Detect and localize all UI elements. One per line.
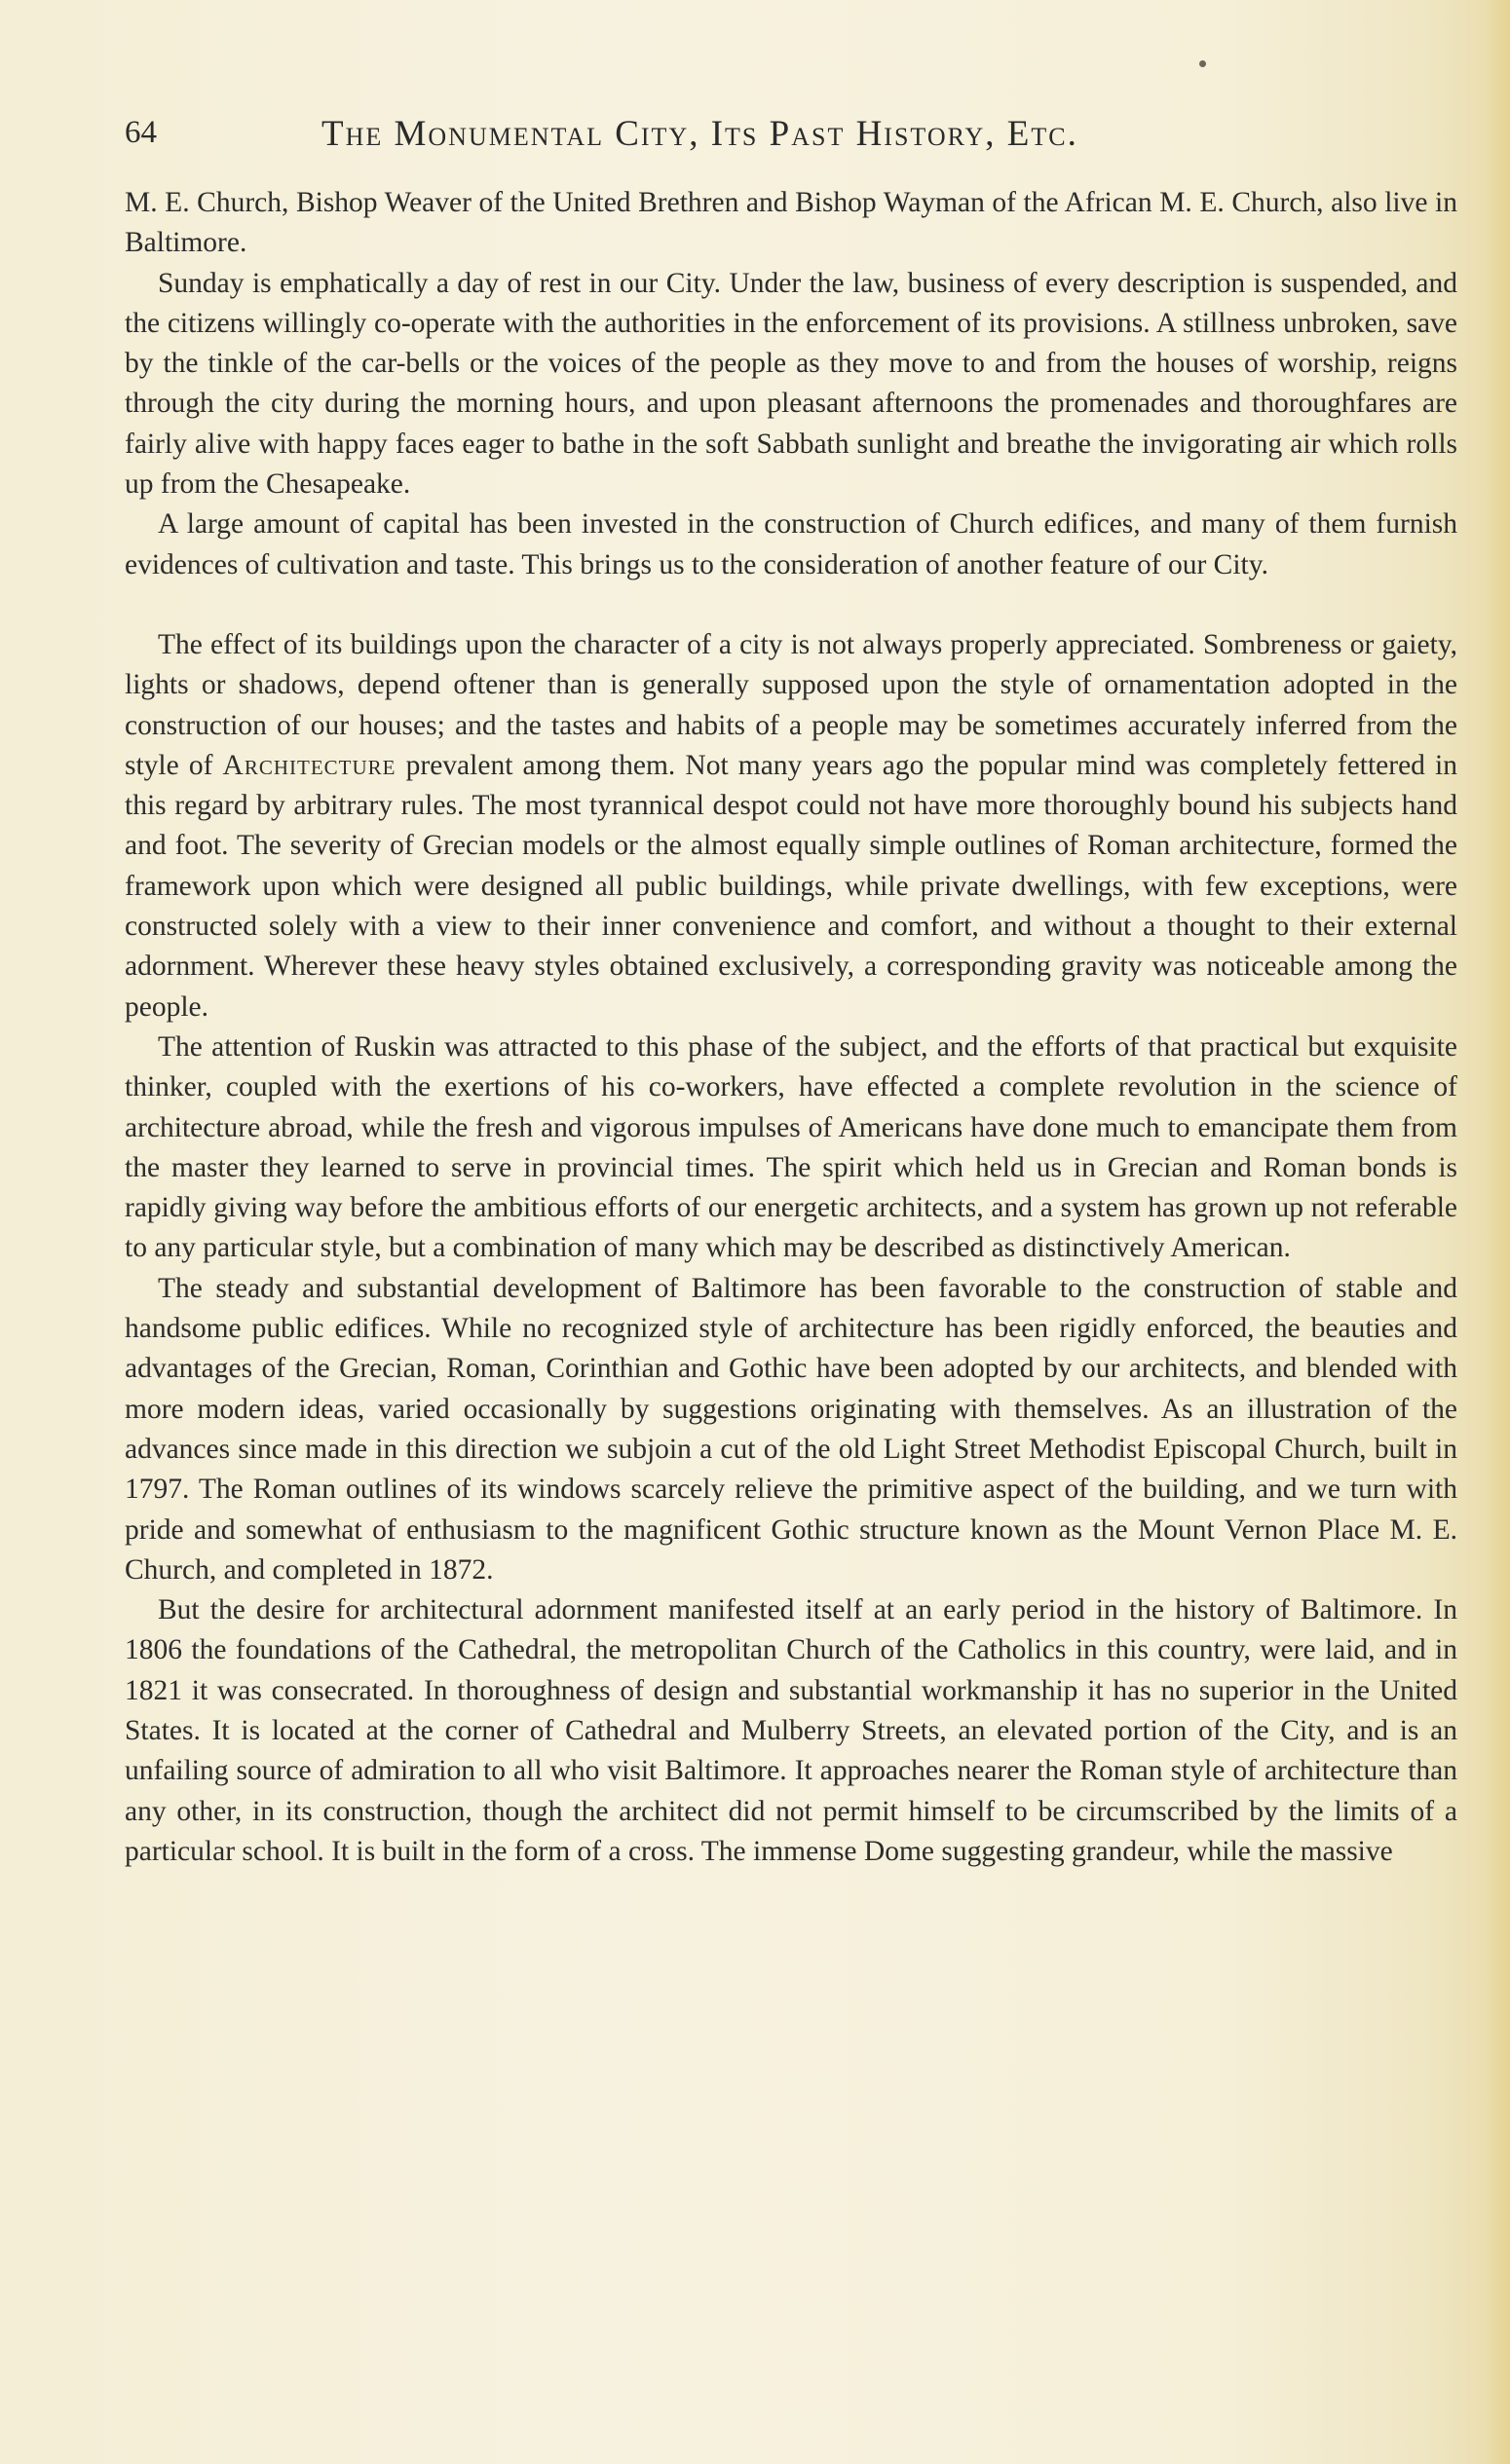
architecture-emphasis: Architecture bbox=[222, 749, 396, 781]
paragraph-continuation: M. E. Church, Bishop Weaver of the United Brethren and Bishop Wayman of the African M. E. Church, also live in Baltimore. bbox=[125, 187, 1457, 259]
page-edge-shading bbox=[1483, 0, 1510, 2464]
paragraph-ruskin: The attention of Ruskin was attracted to this phase of the subject, and the efforts of that practical but exquisite thinker, coupled with the exertions of his co-workers, have effected a complete revolution in the science of architecture abroad, while the fresh and vigorous impulses of Americans have done much to emancipate them from the master they learned to serve in provincial times. The spirit which held us in Grecian and Roman bonds is rapidly giving way before the ambitious efforts of our energetic architects, and a system has grown up not referable to any particular style, but a combination of many which may be described as distinctively American. bbox=[125, 1030, 1457, 1264]
page-header bbox=[125, 113, 1461, 162]
paragraph-development: The steady and substantial development of Baltimore has been favorable to the construction of stable and handsome public edifices. While no recognized style of architecture has been rigidly enforced, the beauties and advantages of the Grecian, Roman, Corinthian and Gothic have been adopted by our architects, and blended with more modern ideas, varied occasionally by suggestions originating with themselves. As an illustration of the advances since made in this direction we subjoin a cut of the old Light Street Methodist Episcopal Church, built in 1797. The Roman outlines of its windows scarcely relieve the primitive aspect of the building, and we turn with pride and somewhat of enthusiasm to the magnificent Gothic structure known as the Mount Vernon Place M. E. Church, and completed in 1872. bbox=[125, 1272, 1457, 1586]
body-text bbox=[125, 183, 1457, 1872]
running-title: The Monumental City, Its Past History, Etc. bbox=[321, 114, 1078, 154]
paragraph-cathedral: But the desire for architectural adornment manifested itself at an early period in the history of Baltimore. In 1806 the foundations of the Cathedral, the metropolitan Church of the Catholics in this country, were laid, and in 1821 it was consecrated. In thoroughness of design and substantial workmanship it has no superior in the United States. It is located at the corner of Cathedral and Mulberry Streets, an elevated portion of the City, and is an unfailing source of admiration to all who visit Baltimore. It approaches nearer the Roman style of architecture than any other, in its construction, though the architect did not permit himself to be circumscribed by the limits of a particular school. It is built in the form of a cross. The immense Dome suggesting grandeur, while the massive bbox=[125, 1594, 1457, 1867]
page-number: 64 bbox=[125, 115, 157, 150]
paragraph-capital: A large amount of capital has been invested in the construction of Church edifices, and many of them furnish evidences of cultivation and taste. This brings us to the consideration of another feature of our City. bbox=[125, 508, 1457, 580]
paragraph-buildings-before: The effect of its buildings upon the character of a city is not always properly appreciated. Sombreness or gaiety, lights or shadows, depend oftener than is generally supposed upon the style of ornamentation adopted in the construction of our houses; and the tastes and habits of a people may be sometimes accurately inferred from the style of bbox=[125, 628, 1457, 781]
paragraph-buildings-after: prevalent among them. Not many years ago the popular mind was completely fettered in this regard by arbitrary rules. The most tyrannical despot could not have more thoroughly bound his subjects hand and foot. The severity of Grecian models or the almost equally simple outlines of Roman architecture, formed the framework upon which were designed all public buildings, while private dwellings, with few exceptions, were constructed solely with a view to their inner convenience and comfort, and without a thought to their external adornment. Wherever these heavy styles obtained exclusively, a corresponding gravity was noticeable among the people. bbox=[125, 749, 1457, 1023]
paragraph-sunday: Sunday is emphatically a day of rest in our City. Under the law, business of every description is suspended, and the citizens willingly co-operate with the authorities in the enforcement of its provisions. A stillness unbroken, save by the tinkle of the car-bells or the voices of the people as they move to and from the houses of worship, reigns through the city during the morning hours, and upon pleasant afternoons the promenades and thoroughfares are fairly alive with happy faces eager to bathe in the soft Sabbath sunlight and breathe the invigorating air which rolls up from the Chesapeake. bbox=[125, 267, 1457, 501]
paragraph-buildings bbox=[125, 625, 1457, 1027]
ink-speck bbox=[1199, 60, 1206, 67]
